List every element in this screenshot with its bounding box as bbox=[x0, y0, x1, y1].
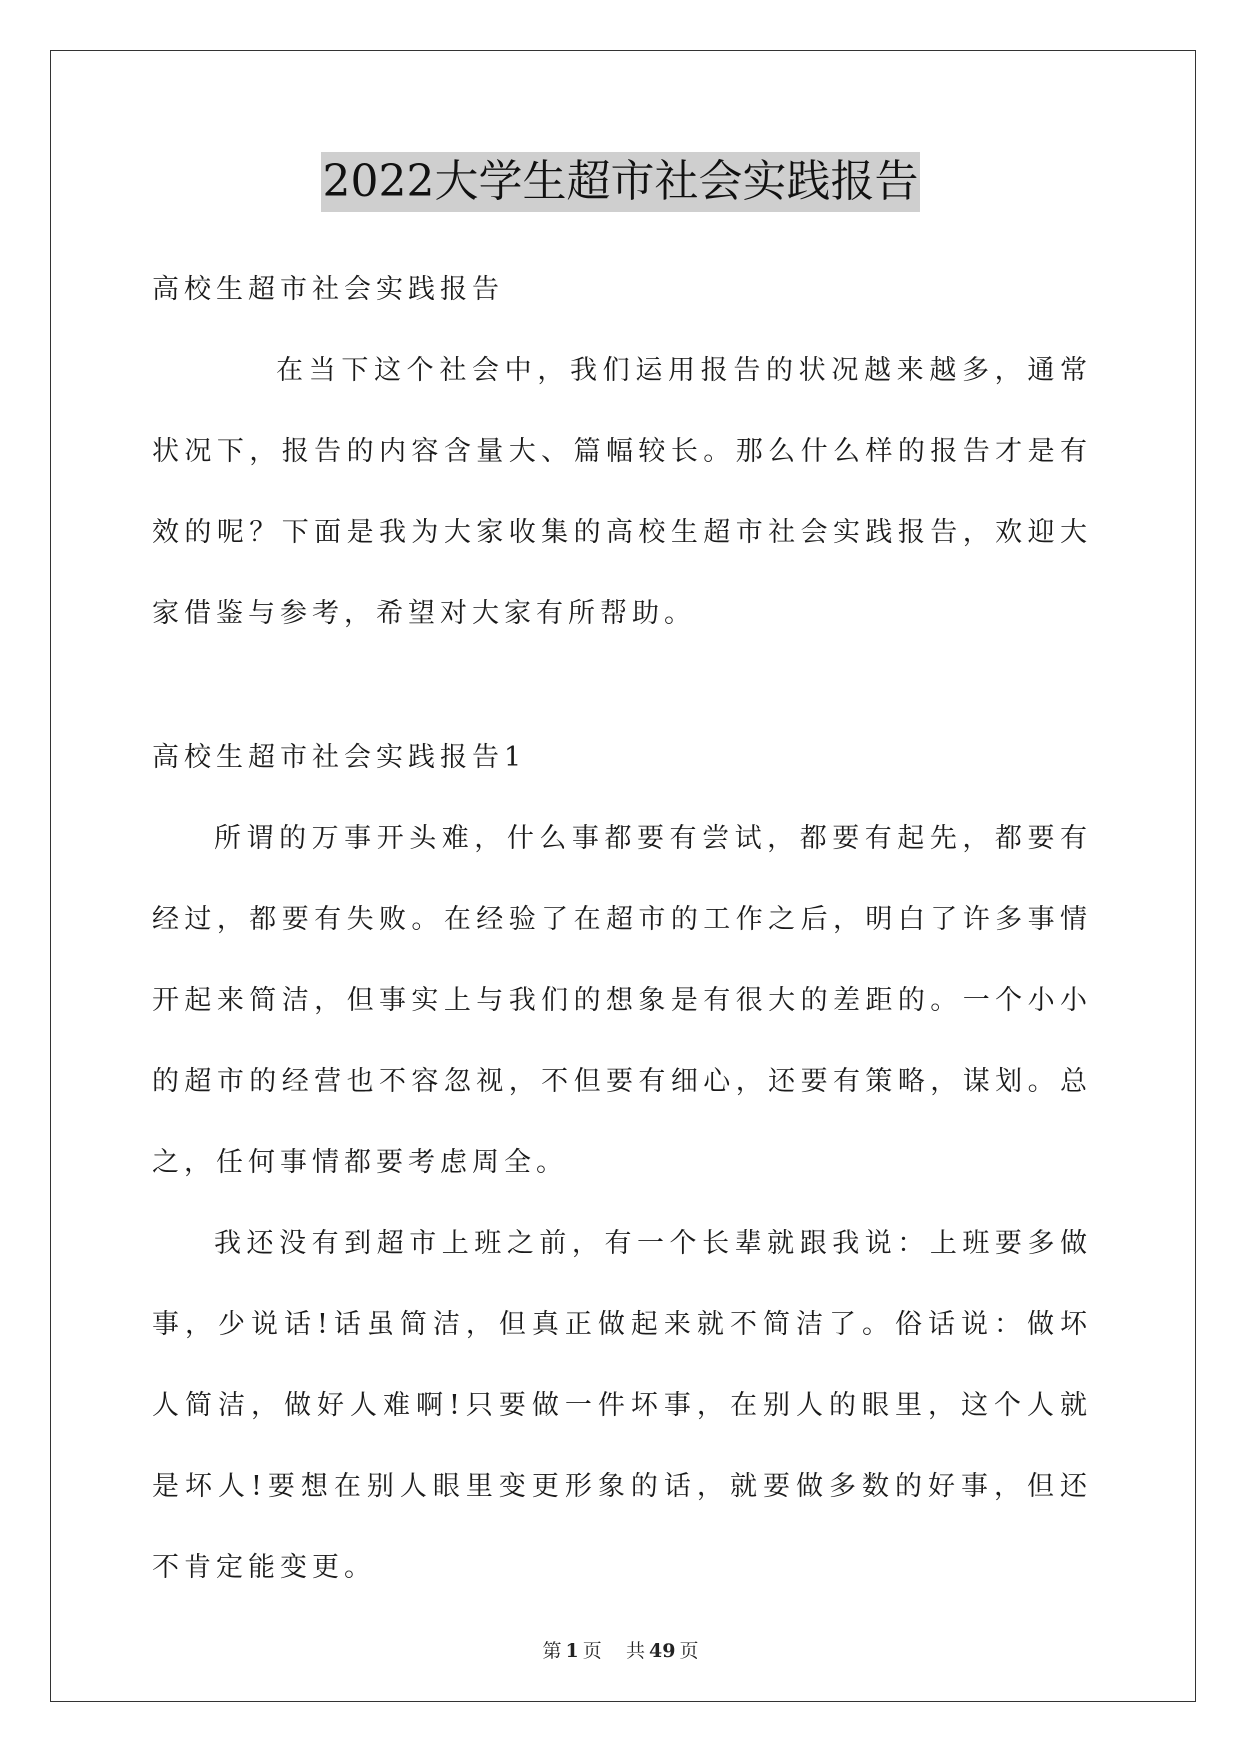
body-paragraph: 所谓的万事开头难，什么事都要有尝试，都要有起先，都要有经过，都要有失败。在经验了在超市的工作之后，明白了许多事情开起来简洁，但事实上与我们的想象是有很大的差距的。一个小小的超市的经营也不容忽视，不但要有细心，还要有策略，谋划。总之，任何事情都要考虑周全。 bbox=[152, 823, 1092, 1178]
document-title: 2022大学生超市社会实践报告 bbox=[321, 152, 921, 212]
body-paragraph: 我还没有到超市上班之前，有一个长辈就跟我说：上班要多做事，少说话!话虽简洁，但真正做起来就不简洁了。俗话说：做坏人简洁，做好人难啊!只要做一件坏事，在别人的眼里，这个人就是坏人!要想在别人眼里变更形象的话，就要做多数的好事，但还不肯定能变更。 bbox=[152, 1228, 1092, 1583]
page-footer bbox=[0, 1636, 1241, 1663]
page-prefix: 第 bbox=[542, 1640, 562, 1662]
total-prefix: 共 bbox=[625, 1640, 645, 1662]
page-suffix: 页 bbox=[582, 1640, 602, 1662]
section-heading: 高校生超市社会实践报告 bbox=[152, 274, 504, 305]
page-number: 1 bbox=[565, 1640, 579, 1662]
document-body bbox=[152, 250, 1092, 1608]
spacer bbox=[152, 654, 1092, 718]
title-container bbox=[0, 152, 1241, 212]
intro-paragraph: 在当下这个社会中，我们运用报告的状况越来越多，通常状况下，报告的内容含量大、篇幅较长。那么什么样的报告才是有效的呢？下面是我为大家收集的高校生超市社会实践报告，欢迎大家借鉴与参考，希望对大家有所帮助。 bbox=[152, 355, 1092, 629]
total-suffix: 页 bbox=[679, 1640, 699, 1662]
total-pages: 49 bbox=[648, 1640, 676, 1662]
section-heading-1: 高校生超市社会实践报告1 bbox=[152, 742, 527, 773]
